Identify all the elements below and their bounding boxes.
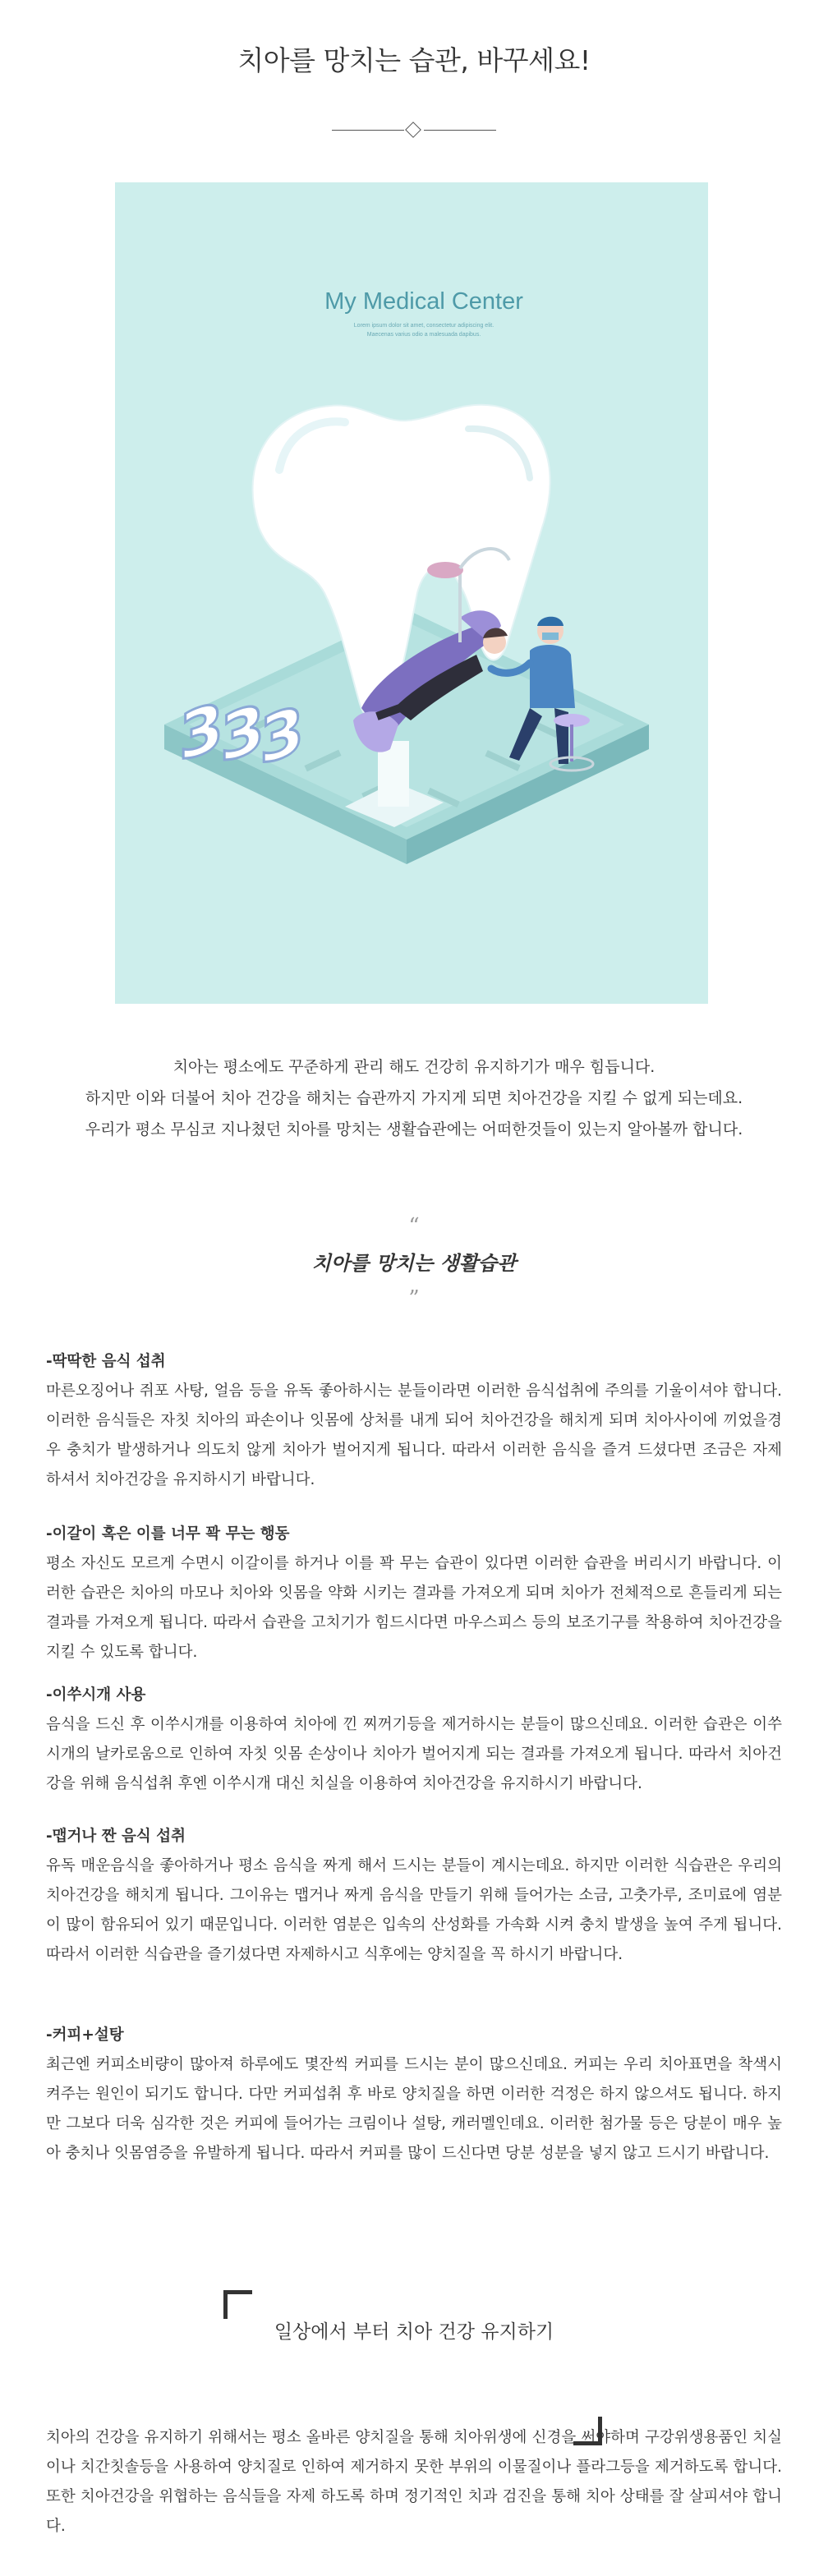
page-title: 치아를 망치는 습관, 바꾸세요! <box>237 44 591 76</box>
hero-tagline-2: Maecenas varius odio a malesuada dapibus. <box>366 332 481 338</box>
habit-section <box>46 1822 782 1970</box>
intro-line: 치아는 평소에도 꾸준하게 관리 해도 건강히 유지하기가 매우 힘듭니다. <box>172 1058 656 1076</box>
closing-text: 치아의 건강을 유지하기 위해서는 평소 올바른 양치질을 통해 치아위생에 신경을 써야하며 구강위생용품인 치실이나 치간칫솔등을 사용하여 양치질로 인하여 제거하지 못한 부위의 이물질이나 플라그등을 제거하도록 합니다. 또한 치아건강을 위협하는 음식들을 자제 하도록 하며 정기적인 치과 검진을 통해 치아 상태를 잘 살피셔야 합니다. <box>46 2429 782 2535</box>
section-title: 일상에서 부터 치아 건강 유지하기 <box>274 2321 554 2343</box>
habit-heading: -커피+설탕 <box>46 2026 124 2044</box>
habit-heading: -딱딱한 음식 섭취 <box>46 1353 166 1370</box>
hero-brand: My Medical Center <box>324 288 523 315</box>
habit-section <box>46 1347 782 1495</box>
habit-section <box>46 2021 782 2169</box>
hero-tagline-1: Lorem ipsum dolor sit amet, consectetur adipiscing elit. <box>353 323 494 329</box>
habit-section <box>46 1520 782 1668</box>
hero-illustration <box>115 182 708 1004</box>
divider-line-right <box>424 130 496 131</box>
habit-text: 음식을 드신 후 이쑤시개를 이용하여 치아에 낀 찌꺼기등을 제거하시는 분들이 많으신데요. 이러한 습관은 이쑤시개의 날카로움으로 인하여 자칫 잇몸 손상이나 치아가 벌어지게 되는 결과를 가져오게 됩니다. 따라서 치아건강을 위해 음식섭취 후엔 이쑤시개 대신 치실을 이용하여 치아건강을 유지하시기 바랍니다. <box>46 1716 782 1792</box>
svg-text:3: 3 <box>260 691 305 780</box>
intro-line: 우리가 평소 무심코 지나쳤던 치아를 망치는 생활습관에는 어떠한것들이 있는지 알아볼까 합니다. <box>85 1120 743 1138</box>
habit-text: 평소 자신도 모르게 수면시 이갈이를 하거나 이를 꽉 무는 습관이 있다면 이러한 습관을 버리시기 바랍니다. 이러한 습관은 치아의 마모나 치아와 잇몸을 약화 시키는 결과를 가져오게 되며 치아가 전체적으로 흔들리게 되는 결과를 가져오게 됩니다. 따라서 습관을 고치기가 힘드시다면 마우스피스 등의 보조기구를 착용하여 치아건강을 지킬 수 있도록 합니다. <box>46 1555 782 1661</box>
title-divider <box>332 123 496 138</box>
divider-line-left <box>332 130 404 131</box>
habit-section <box>46 1681 782 1799</box>
habit-text: 유독 매운음식을 좋아하거나 평소 음식을 짜게 해서 드시는 분들이 계시는데요. 하지만 이러한 식습관은 우리의 치아건강을 해치게 됩니다. 그이유는 맵거나 짜게 음식을 만들기 위해 들어가는 소금, 고춧가루, 조미료에 염분이 많이 함유되어 있기 때문입니다. 이러한 염분은 입속의 산성화를 가속화 시켜 충치 발생을 높여 주게 됩니다. 따라서 이러한 식습관을 즐기셨다면 자제하시고 식후에는 양치질을 꼭 하시기 바랍니다. <box>46 1857 782 1963</box>
svg-text:3: 3 <box>220 688 265 778</box>
intro-line: 하지만 이와 더불어 치아 건강을 해치는 습관까지 가지게 되면 치아건강을 지킬 수 없게 되는데요. <box>85 1089 743 1107</box>
habit-heading: -맵거나 짠 음식 섭취 <box>46 1828 186 1845</box>
closing-paragraph <box>46 2423 782 2542</box>
habit-text: 마른오징어나 쥐포 사탕, 얼음 등을 유독 좋아하시는 분들이라면 이러한 음식섭취에 주의를 기울이셔야 합니다. 이러한 음식들은 자칫 치아의 파손이나 잇몸에 상처를 내게 되어 치아건강을 해치게 되며 치아사이에 끼었을경우 충치가 발생하거나 의도치 않게 치아가 벌어지게 됩니다. 따라서 이러한 음식을 즐겨 드셨다면 조금은 자제 하셔서 치아건강을 유지하시기 바랍니다. <box>46 1382 782 1488</box>
intro-paragraph <box>0 1051 828 1145</box>
bracket-top-left-icon <box>223 2290 252 2319</box>
svg-text:3: 3 <box>179 687 224 777</box>
subheading: 치아를 망치는 생활습관 <box>311 1252 517 1275</box>
habit-heading: -이갈이 혹은 이를 너무 꽉 무는 행동 <box>46 1525 290 1543</box>
divider-diamond-icon <box>405 122 421 138</box>
habit-text: 최근엔 커피소비량이 많아져 하루에도 몇잔씩 커피를 드시는 분이 많으신데요. 커피는 우리 치아표면을 착색시켜주는 원인이 되기도 합니다. 다만 커피섭취 후 바로 양치질을 하면 이러한 걱정은 하지 않으셔도 됩니다. 하지만 그보다 더욱 심각한 것은 커피에 들어가는 크림이나 설탕, 캐러멜인데요. 이러한 첨가물 등은 당분이 매우 높아 충치나 잇몸염증을 유발하게 됩니다. 따라서 커피를 많이 드신다면 당분 성분을 넣지 않고 드시기 바랍니다. <box>46 2056 782 2162</box>
dental-clinic-illustration <box>115 182 708 1004</box>
quote-open-icon: “ <box>408 1214 420 1239</box>
habit-heading: -이쑤시개 사용 <box>46 1686 146 1704</box>
quote-close-icon: ” <box>408 1286 420 1311</box>
number-333-icon <box>179 688 304 780</box>
